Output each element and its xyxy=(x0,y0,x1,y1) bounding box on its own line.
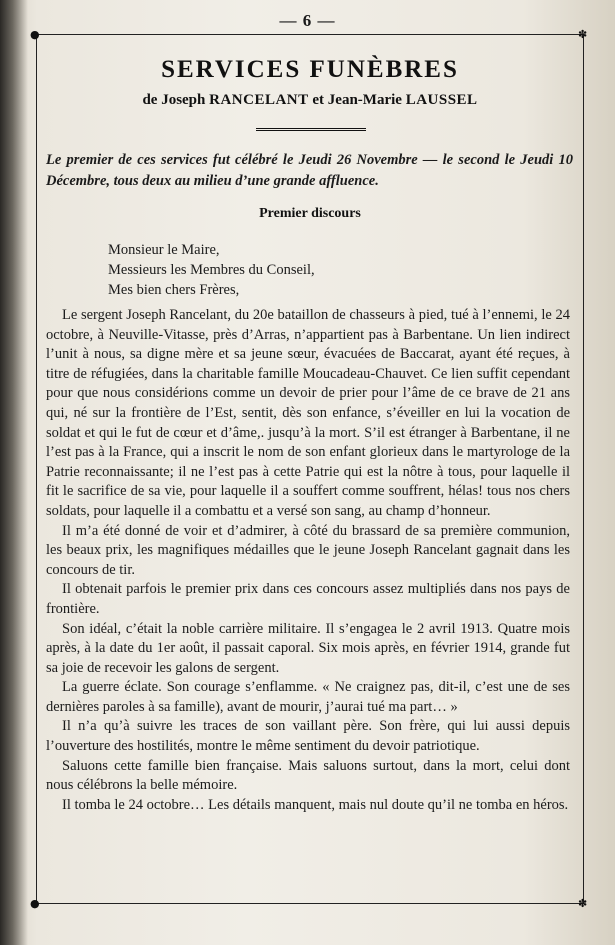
body-paragraph: La guerre éclate. Son courage s’enflamme. « Ne craignez pas, dit-il, c’est une de ses dernières paroles à sa famille), avant de mourir, j’aurai tué ma part… » xyxy=(46,679,570,715)
page-gutter-shadow xyxy=(0,0,28,945)
subtitle-name-rancelant: RANCELANT xyxy=(209,92,309,108)
body-paragraph: Saluons cette famille bien française. Mais saluons surtout, dans la mort, celui dont nous célébrons la belle mémoire. xyxy=(46,757,570,794)
body-paragraph: Il n’a qu’à suivre les traces de son vaillant père. Son frère, qui lui aussi depuis l’ouverture des hostilités, montre le même sentiment du devoir patriotique. xyxy=(46,718,570,755)
page-number: — 6 — xyxy=(279,11,336,30)
intro-paragraph: Le premier de ces services fut célébré le Jeudi 26 Novembre — le second le Jeudi 10 Décembre, tous deux au milieu d’une grande affluence. xyxy=(46,152,573,189)
body-paragraph: Il tomba le 24 octobre… Les détails manquent, mais nul doute qu’il ne tomba en héros. xyxy=(62,796,569,813)
section-heading: Premier discours xyxy=(259,206,361,221)
salutation-line: Mes bien chers Frères, xyxy=(108,282,240,298)
body-paragraph: Il m’a été donné de voir et d’admirer, à côté du brassard de sa première communion, les beaux prix, les magnifiques médailles que le jeune Joseph Rancelant gagnait dans les concours de tir. xyxy=(46,522,570,578)
article-subtitle xyxy=(36,92,584,109)
body-paragraph: Le sergent Joseph Rancelant, du 20e bataillon de chasseurs à pied, tué à l’ennemi, le 24 octobre, à Neuville-Vitasse, près d’Arras, n’appartient pas à Barbentane. Un lien indirect l’unit à nous, sa digne mère et sa jeune sœur, évacuées de Baccarat, ayant été reçues, à titre de réfugiées, dans la charitable famille Moucadeau-Chauvet. Ce lien suffit cependant pour que nous considérions comme un devoir de prier pour l’âme de ce brave de 21 ans qui, né sur la frontière de l’Est, sentit, dès son enfance, s’éveiller en lui la vocation de soldat et qui le fut de cœur et d’âme,. jusqu’à la mort. S’il est étranger à Barbentane, il ne l’est pas à la France, qui a inscrit le nom de son enfant glorieux dans le martyrologe de la Patrie reconnaissante; il ne l’est pas à cette Patrie qui est la nôtre à tous, pour laquelle il fit le sacrifice de sa vie, pour laquelle il a souffert comme souffrent, hélas! tous nos chers soldats, pour laquelle il a combattu et a versé son sang, au champ d’honneur. xyxy=(46,307,570,519)
title-divider-rule xyxy=(256,128,366,131)
salutation-line: Monsieur le Maire, xyxy=(108,242,220,258)
corner-ornament-top-right: ✽ xyxy=(578,28,588,41)
subtitle-connector: et Jean-Marie xyxy=(308,92,406,108)
salutation-block xyxy=(108,240,508,300)
body-paragraph: Son idéal, c’était la noble carrière militaire. Il s’engagea le 2 avril 1913. Quatre mois après, à la date du 1er août, il passait caporal. Six mois après, en février 1914, grande fut sa joie de recevoir les galons de sergent. xyxy=(46,620,570,676)
speech-body xyxy=(46,306,570,815)
body-paragraph: Il obtenait parfois le premier prix dans ces concours assez multipliés dans nos pays de frontière. xyxy=(46,581,570,617)
subtitle-prefix: de Joseph xyxy=(142,92,210,108)
corner-ornament-top-left: ● xyxy=(30,28,40,41)
subtitle-name-laussel: LAUSSEL xyxy=(405,92,478,108)
salutation-line: Messieurs les Membres du Conseil, xyxy=(108,262,315,278)
corner-ornament-bottom-left: ● xyxy=(30,897,40,910)
article-title: SERVICES FUNÈBRES xyxy=(161,56,459,83)
corner-ornament-bottom-right: ✽ xyxy=(578,897,588,910)
